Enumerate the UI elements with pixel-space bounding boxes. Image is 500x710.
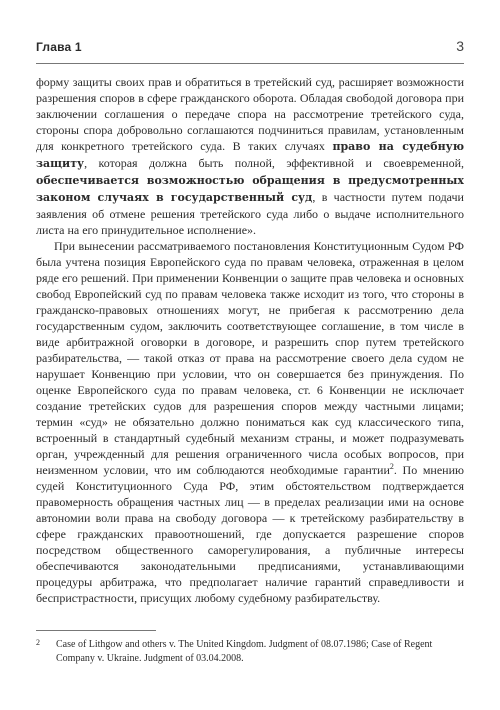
text-run: форму защиты своих прав и обратиться в третейский суд, расширяет возможности разрешения споров в сфере гражданского оборота. Обладая свободой договора при заключении соглашения о передаче спора на рассмотрение третейского суда, стороны спора добровольно соглашаются подчиниться правилам, установленным для конкретного третейского суда. В таких случаях — [36, 75, 464, 153]
footnote-divider — [36, 630, 156, 631]
text-run: , в частности путем подачи заявления об отмене решения третейского суда либо о выдаче исполнительного листа на его принудительное исполнение». — [36, 190, 464, 237]
emphasis-right-to-judicial-protection: право на судебную защиту — [36, 140, 465, 170]
running-header — [36, 40, 464, 60]
footnote — [36, 638, 464, 666]
footnote-text: Case of Lithgow and others v. The United Kingdom. Judgment of 08.07.1986; Case of Regent Company v. Ukraine. Judgment of 03.04.2008. — [56, 639, 433, 664]
footnote-reference[interactable]: 2 — [389, 462, 394, 471]
text-run: При вынесении рассматриваемого постановления Конституционным Судом РФ была учтена позиция Европейского суда по правам человека, отраженная в целом ряде его решений. При применении Конвенции о защите прав человека и основных свобод Европейский суд по правам человека также исходит из того, что стороны в гражданско-правовых отношениях могут, не прибегая к рассмотрению дела государственным судом, заключить соответствующее соглашение, в том числе в виде арбитражной оговорки в договоре, и разрешить спор путем третейского разбирательства, — такой отказ от права на рассмотрение своего дела судом не нарушает Конвенцию при условии, что он совершается без принуждения. По оценке Европейского суда по правам человека, ст. 6 Конвенции не исключает создание третейских судов для разрешения споров между частными лицами; термин «суд» не обязательно должно пониматься как суд классического типа, встроенный в стандартный судебный механизм страны, и может подразумевать орган, учрежденный для решения ограниченного числа особых вопросов, при неизменном условии, что им соблюдаются необходимые гарантии — [36, 239, 464, 477]
header-divider — [36, 63, 464, 64]
paragraph-constitutional-court — [36, 238, 464, 606]
text-run: . По мнению судей Конституционного Суда РФ, этим обстоятельством подтверждается правомерность обращения частных лиц — в пределах реализации ими на основе автономии воли права на свободу договора — к третейскому разбирательству в сфере гражданских правоотношений, где допускается разрешение споров посредством общественного саморегулирования, а публичные интересы обеспечиваются законодательными предписаниями, устанавливающими процедуры арбитража, что предполагает наличие гарантий справедливости и беспристрастности, присущих любому судебному разбирательству. — [36, 463, 464, 605]
main-text — [36, 74, 464, 606]
footnote-marker: 2 — [36, 638, 40, 647]
paragraph-continued — [36, 74, 464, 238]
text-run: , которая должна быть полной, эффективной и своевременной, — [84, 156, 464, 170]
emphasis-state-court-access: обеспечивается возможностью обращения в предусмотренных законом случаях в государственный суд — [36, 174, 464, 204]
chapter-title: Глава 1 — [36, 40, 82, 54]
page-number: 3 — [456, 38, 464, 54]
